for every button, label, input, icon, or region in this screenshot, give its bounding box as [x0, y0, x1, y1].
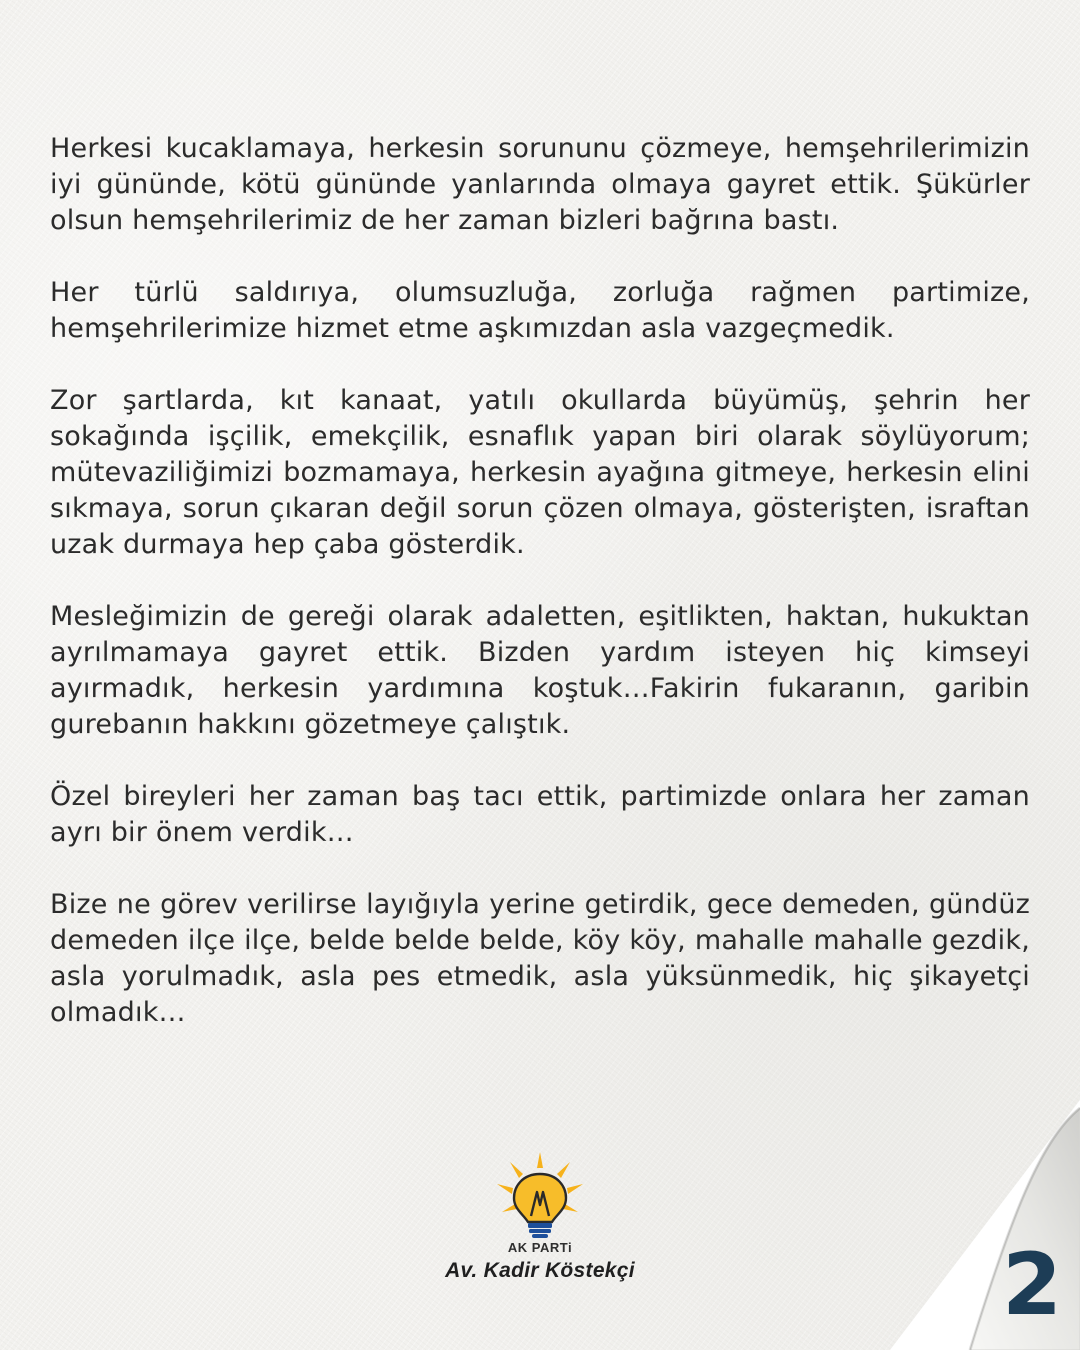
ak-parti-lightbulb-icon: [492, 1150, 588, 1242]
page-number: 2: [1002, 1235, 1062, 1335]
paragraph-1: Herkesi kucaklamaya, herkesin sorununu çözmeye, hemşehrilerimizin iyi gününde, kötü gününde yanlarında olmaya gayret ettik. Şükürler olsun hemşehrilerimiz de her zaman bizleri bağrına bastı.: [50, 133, 1030, 236]
paragraph-5: Özel bireyleri her zaman baş tacı ettik, partimizde onlara her zaman ayrı bir önem verdik…: [50, 781, 1030, 848]
paragraph-6: Bize ne görev verilirse layığıyla yerine getirdik, gece demeden, gündüz demeden ilçe ilçe, belde belde belde, köy köy, mahalle mahalle gezdik, asla yorulmadık, asla pes etmedik, asla yüksünmedik, hiç şikayetçi olmadık…: [50, 889, 1030, 1028]
party-name: AK PARTi: [507, 1240, 573, 1255]
paragraph-4: Mesleğimizin de gereği olarak adaletten, eşitlikten, haktan, hukuktan ayrılmamaya gayret ettik. Bizden yardım isteyen hiç kimseyi ayırmadık, herkesin yardımına koştuk…Fakirin fukaranın, garibin gurebanın hakkını gözetmeye çalıştık.: [50, 601, 1030, 740]
paragraph-2: Her türlü saldırıya, olumsuzluğa, zorluğa rağmen partimize, hemşehrilerimize hizmet etme aşkımızdan asla vazgeçmedik.: [50, 277, 1030, 344]
letter-body: [50, 131, 1030, 1067]
author-signature: Av. Kadir Köstekçi: [445, 1259, 635, 1282]
paragraph-3: Zor şartlarda, kıt kanaat, yatılı okullarda büyümüş, şehrin her sokağında işçilik, emekçilik, esnaflık yapan biri olarak söylüyorum; mütevaziliğimizi bozmamaya, herkesin ayağına gitmeye, herkesin elini sıkmaya, sorun çıkaran değil sorun çözen olmaya, gösterişten, israftan uzak durmaya hep çaba gösterdik.: [50, 385, 1030, 560]
signature-block: [420, 1150, 660, 1290]
